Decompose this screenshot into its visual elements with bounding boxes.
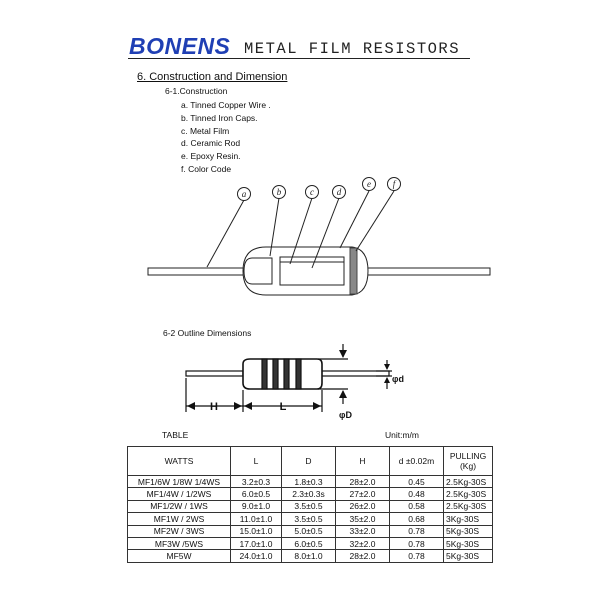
lead-wire-right xyxy=(362,268,490,275)
callout-b: b xyxy=(276,187,282,197)
table-cell: 0.78 xyxy=(390,550,444,562)
section-title: 6. Construction and Dimension xyxy=(137,71,288,83)
callout-c: c xyxy=(310,187,314,197)
table-cell: 26±2.0 xyxy=(336,500,390,512)
dim-label-dd: φd xyxy=(392,374,404,384)
color-code-band xyxy=(350,248,357,294)
table-cell: 3.5±0.5 xyxy=(282,513,336,525)
table-row xyxy=(128,476,493,488)
table-cell: 2.5Kg-30S xyxy=(444,476,493,488)
construction-item-a: a. Tinned Copper Wire . xyxy=(181,100,271,110)
construction-item-c: c. Metal Film xyxy=(181,125,230,136)
table-cell: 3.2±0.3 xyxy=(231,476,282,488)
table-cell: MF2W / 3WS xyxy=(128,525,231,537)
table-cell: 8.0±1.0 xyxy=(282,550,336,562)
table-row xyxy=(128,500,493,512)
table-row xyxy=(128,550,493,562)
table-cell: 0.58 xyxy=(390,500,444,512)
dim-label-d: φD xyxy=(339,410,352,420)
table-cell: 27±2.0 xyxy=(336,488,390,500)
product-title: METAL FILM RESISTORS xyxy=(244,40,461,58)
header-pulling: PULLING (Kg) xyxy=(444,447,493,476)
callout-circles xyxy=(238,178,401,201)
table-cell: 0.78 xyxy=(390,537,444,549)
table-cell: MF5W xyxy=(128,550,231,562)
table-cell: MF1/6W 1/8W 1/4WS xyxy=(128,476,231,488)
header-d: D xyxy=(282,447,336,476)
outline-lead-right xyxy=(321,371,389,376)
table-cell: 2.3±0.3s xyxy=(282,488,336,500)
table-row xyxy=(128,513,493,525)
brand-logo: BONENS xyxy=(129,33,231,59)
construction-item-b: b. Tinned Iron Caps. xyxy=(181,112,258,123)
table-cell: 5Kg-30S xyxy=(444,525,493,537)
table-cell: 33±2.0 xyxy=(336,525,390,537)
outline-body xyxy=(243,359,322,389)
table-cell: 6.0±0.5 xyxy=(282,537,336,549)
table-cell: 3Kg-30S xyxy=(444,513,493,525)
construction-title: 6-1.Construction xyxy=(165,86,228,96)
table-cell: 5.0±0.5 xyxy=(282,525,336,537)
leader-f xyxy=(356,191,394,251)
table-cell: 32±2.0 xyxy=(336,537,390,549)
callout-a: a xyxy=(241,189,247,199)
table-cell: 6.0±0.5 xyxy=(231,488,282,500)
header-h: H xyxy=(336,447,390,476)
callout-f: f xyxy=(392,179,396,189)
table-cell: 11.0±1.0 xyxy=(231,513,282,525)
construction-diagram xyxy=(148,191,490,295)
table-cell: 24.0±1.0 xyxy=(231,550,282,562)
construction-item-f: f. Color Code xyxy=(181,163,232,174)
outline-band-3 xyxy=(284,359,289,389)
table-header-row xyxy=(128,447,493,476)
leader-a xyxy=(207,200,244,267)
outline-lead-left xyxy=(186,371,243,376)
header-lead-diameter: d ±0.02m xyxy=(390,447,444,476)
construction-item-e: e. Epoxy Resin. xyxy=(181,151,241,162)
unit-label: Unit:m/m xyxy=(385,430,419,440)
table-cell: 28±2.0 xyxy=(336,476,390,488)
construction-item-d: d. Ceramic Rod xyxy=(181,138,241,149)
table-cell: 17.0±1.0 xyxy=(231,537,282,549)
table-cell: 2.5Kg-30S xyxy=(444,500,493,512)
table-cell: 0.48 xyxy=(390,488,444,500)
table-cell: 9.0±1.0 xyxy=(231,500,282,512)
table-cell: MF1W / 2WS xyxy=(128,513,231,525)
table-cell: 0.45 xyxy=(390,476,444,488)
table-cell: 3.5±0.5 xyxy=(282,500,336,512)
table-cell: 5Kg-30S xyxy=(444,550,493,562)
outline-title: 6-2 Outline Dimensions xyxy=(163,328,252,338)
callout-e: e xyxy=(367,179,371,189)
table-cell: 0.68 xyxy=(390,513,444,525)
header-watts: WATTS xyxy=(128,447,231,476)
header-l: L xyxy=(231,447,282,476)
table-cell: 2.5Kg-30S xyxy=(444,488,493,500)
leader-e xyxy=(340,191,369,248)
dim-label-h: H xyxy=(210,401,218,413)
dim-label-l: L xyxy=(279,401,287,413)
table-cell: MF1/2W / 1WS xyxy=(128,500,231,512)
table-label: TABLE xyxy=(162,430,189,440)
dimensions-table xyxy=(127,446,493,563)
table-row xyxy=(128,488,493,500)
table-cell: MF1/4W / 1/2WS xyxy=(128,488,231,500)
table-cell: 15.0±1.0 xyxy=(231,525,282,537)
table-cell: 35±2.0 xyxy=(336,513,390,525)
table-cell: 5Kg-30S xyxy=(444,537,493,549)
outline-band-4 xyxy=(296,359,301,389)
table-cell: MF3W /5WS xyxy=(128,537,231,549)
table-cell: 28±2.0 xyxy=(336,550,390,562)
table-row xyxy=(128,537,493,549)
lead-wire-left xyxy=(148,268,244,275)
outline-band-1 xyxy=(262,359,267,389)
outline-band-2 xyxy=(273,359,278,389)
callout-d: d xyxy=(336,187,342,197)
table-cell: 0.78 xyxy=(390,525,444,537)
table-row xyxy=(128,525,493,537)
table-cell: 1.8±0.3 xyxy=(282,476,336,488)
resistor-body xyxy=(243,247,368,295)
